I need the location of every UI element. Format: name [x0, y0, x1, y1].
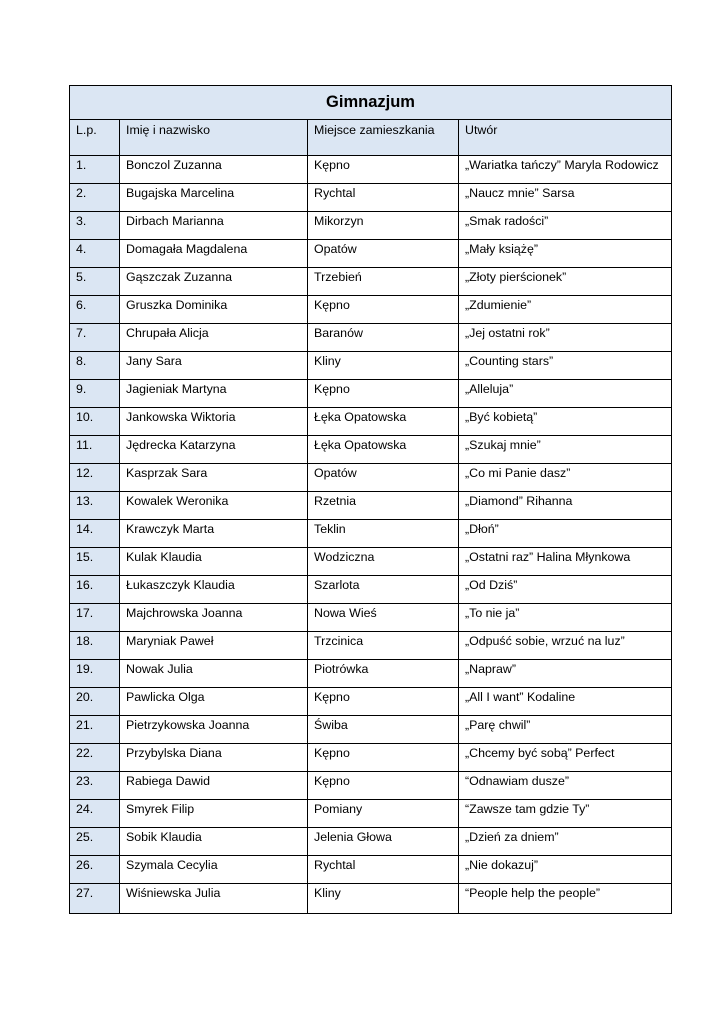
cell-name: Bonczol Zuzanna: [120, 156, 308, 184]
cell-song: „To nie ja”: [459, 604, 672, 632]
cell-place: Kliny: [308, 352, 459, 380]
cell-name: Majchrowska Joanna: [120, 604, 308, 632]
cell-song: „Diamond” Rihanna: [459, 492, 672, 520]
table-row: [70, 716, 672, 744]
cell-lp: 9.: [70, 380, 120, 408]
table-header-row: [70, 120, 672, 156]
table-row: [70, 408, 672, 436]
cell-name: Jagieniak Martyna: [120, 380, 308, 408]
cell-song: „Counting stars”: [459, 352, 672, 380]
cell-lp: 4.: [70, 240, 120, 268]
cell-lp: 1.: [70, 156, 120, 184]
table-title: Gimnazjum: [70, 86, 672, 120]
cell-place: Kępno: [308, 772, 459, 800]
cell-song: „Ostatni raz” Halina Młynkowa: [459, 548, 672, 576]
cell-name: Rabiega Dawid: [120, 772, 308, 800]
cell-place: Kępno: [308, 156, 459, 184]
cell-lp: 26.: [70, 856, 120, 884]
cell-name: Gruszka Dominika: [120, 296, 308, 324]
table-row: [70, 632, 672, 660]
cell-lp: 15.: [70, 548, 120, 576]
cell-place: Rzetnia: [308, 492, 459, 520]
cell-lp: 21.: [70, 716, 120, 744]
table-row: [70, 576, 672, 604]
table-row: [70, 324, 672, 352]
cell-lp: 23.: [70, 772, 120, 800]
table-row: [70, 800, 672, 828]
cell-place: Szarlota: [308, 576, 459, 604]
cell-place: Baranów: [308, 324, 459, 352]
cell-song: „Od Dziś”: [459, 576, 672, 604]
cell-lp: 12.: [70, 464, 120, 492]
table-title-row: [70, 86, 672, 120]
cell-song: „Szukaj mnie”: [459, 436, 672, 464]
cell-place: Łęka Opatowska: [308, 436, 459, 464]
cell-song: „Dzień za dniem”: [459, 828, 672, 856]
cell-place: Teklin: [308, 520, 459, 548]
cell-lp: 25.: [70, 828, 120, 856]
cell-place: Kępno: [308, 296, 459, 324]
table-body: [70, 156, 672, 914]
cell-place: Piotrówka: [308, 660, 459, 688]
cell-name: Przybylska Diana: [120, 744, 308, 772]
cell-name: Szymala Cecylia: [120, 856, 308, 884]
cell-name: Łukaszczyk Klaudia: [120, 576, 308, 604]
cell-place: Świba: [308, 716, 459, 744]
cell-place: Kępno: [308, 744, 459, 772]
header-lp: L.p.: [70, 120, 120, 156]
cell-lp: 6.: [70, 296, 120, 324]
table-row: [70, 884, 672, 914]
cell-name: Bugajska Marcelina: [120, 184, 308, 212]
cell-name: Kasprzak Sara: [120, 464, 308, 492]
cell-place: Łęka Opatowska: [308, 408, 459, 436]
table-row: [70, 380, 672, 408]
table-row: [70, 464, 672, 492]
table-row: [70, 856, 672, 884]
cell-lp: 5.: [70, 268, 120, 296]
table-row: [70, 520, 672, 548]
cell-lp: 20.: [70, 688, 120, 716]
cell-song: „Złoty pierścionek”: [459, 268, 672, 296]
cell-name: Pietrzykowska Joanna: [120, 716, 308, 744]
table-row: [70, 156, 672, 184]
cell-lp: 18.: [70, 632, 120, 660]
cell-song: “Odnawiam dusze”: [459, 772, 672, 800]
table-row: [70, 660, 672, 688]
cell-place: Trzebień: [308, 268, 459, 296]
cell-lp: 19.: [70, 660, 120, 688]
cell-lp: 24.: [70, 800, 120, 828]
cell-song: “Zawsze tam gdzie Ty”: [459, 800, 672, 828]
table-row: [70, 240, 672, 268]
cell-lp: 14.: [70, 520, 120, 548]
table-row: [70, 296, 672, 324]
cell-song: „Zdumienie”: [459, 296, 672, 324]
cell-song: “People help the people”: [459, 884, 672, 914]
cell-place: Trzcinica: [308, 632, 459, 660]
cell-place: Opatów: [308, 240, 459, 268]
table-row: [70, 268, 672, 296]
cell-name: Dirbach Marianna: [120, 212, 308, 240]
table-row: [70, 604, 672, 632]
cell-name: Chrupała Alicja: [120, 324, 308, 352]
header-song: Utwór: [459, 120, 672, 156]
table-row: [70, 492, 672, 520]
cell-place: Kępno: [308, 688, 459, 716]
cell-song: „Mały książę”: [459, 240, 672, 268]
cell-place: Mikorzyn: [308, 212, 459, 240]
cell-name: Kulak Klaudia: [120, 548, 308, 576]
cell-place: Rychtal: [308, 184, 459, 212]
cell-lp: 17.: [70, 604, 120, 632]
cell-song: „All I want” Kodaline: [459, 688, 672, 716]
table-row: [70, 212, 672, 240]
cell-name: Maryniak Paweł: [120, 632, 308, 660]
cell-song: „Jej ostatni rok”: [459, 324, 672, 352]
cell-lp: 8.: [70, 352, 120, 380]
header-name: Imię i nazwisko: [120, 120, 308, 156]
cell-name: Jany Sara: [120, 352, 308, 380]
cell-song: „Naucz mnie” Sarsa: [459, 184, 672, 212]
cell-lp: 10.: [70, 408, 120, 436]
participants-table: [69, 85, 672, 914]
cell-lp: 11.: [70, 436, 120, 464]
cell-place: Kępno: [308, 380, 459, 408]
cell-name: Wiśniewska Julia: [120, 884, 308, 914]
cell-name: Nowak Julia: [120, 660, 308, 688]
cell-place: Jelenia Głowa: [308, 828, 459, 856]
cell-song: „Być kobietą”: [459, 408, 672, 436]
table-row: [70, 828, 672, 856]
cell-name: Krawczyk Marta: [120, 520, 308, 548]
cell-song: „Alleluja”: [459, 380, 672, 408]
cell-song: „Co mi Panie dasz”: [459, 464, 672, 492]
cell-name: Domagała Magdalena: [120, 240, 308, 268]
cell-song: „Nie dokazuj”: [459, 856, 672, 884]
cell-song: „Smak radości”: [459, 212, 672, 240]
cell-name: Gąszczak Zuzanna: [120, 268, 308, 296]
cell-song: „Odpuść sobie, wrzuć na luz”: [459, 632, 672, 660]
cell-song: „Dłoń”: [459, 520, 672, 548]
table-row: [70, 772, 672, 800]
cell-place: Opatów: [308, 464, 459, 492]
cell-place: Wodziczna: [308, 548, 459, 576]
cell-name: Jędrecka Katarzyna: [120, 436, 308, 464]
table-row: [70, 548, 672, 576]
table-row: [70, 184, 672, 212]
cell-lp: 2.: [70, 184, 120, 212]
cell-place: Rychtal: [308, 856, 459, 884]
cell-lp: 7.: [70, 324, 120, 352]
cell-song: „Chcemy być sobą” Perfect: [459, 744, 672, 772]
cell-place: Pomiany: [308, 800, 459, 828]
table-row: [70, 352, 672, 380]
cell-song: „Parę chwil”: [459, 716, 672, 744]
cell-lp: 3.: [70, 212, 120, 240]
table-row: [70, 436, 672, 464]
cell-lp: 22.: [70, 744, 120, 772]
cell-place: Kliny: [308, 884, 459, 914]
cell-name: Kowalek Weronika: [120, 492, 308, 520]
cell-lp: 13.: [70, 492, 120, 520]
cell-name: Sobik Klaudia: [120, 828, 308, 856]
cell-lp: 27.: [70, 884, 120, 914]
cell-song: „Wariatka tańczy” Maryla Rodowicz: [459, 156, 672, 184]
table-row: [70, 688, 672, 716]
cell-name: Pawlicka Olga: [120, 688, 308, 716]
cell-song: „Napraw”: [459, 660, 672, 688]
cell-lp: 16.: [70, 576, 120, 604]
cell-place: Nowa Wieś: [308, 604, 459, 632]
table-row: [70, 744, 672, 772]
cell-name: Jankowska Wiktoria: [120, 408, 308, 436]
header-place: Miejsce zamieszkania: [308, 120, 459, 156]
cell-name: Smyrek Filip: [120, 800, 308, 828]
